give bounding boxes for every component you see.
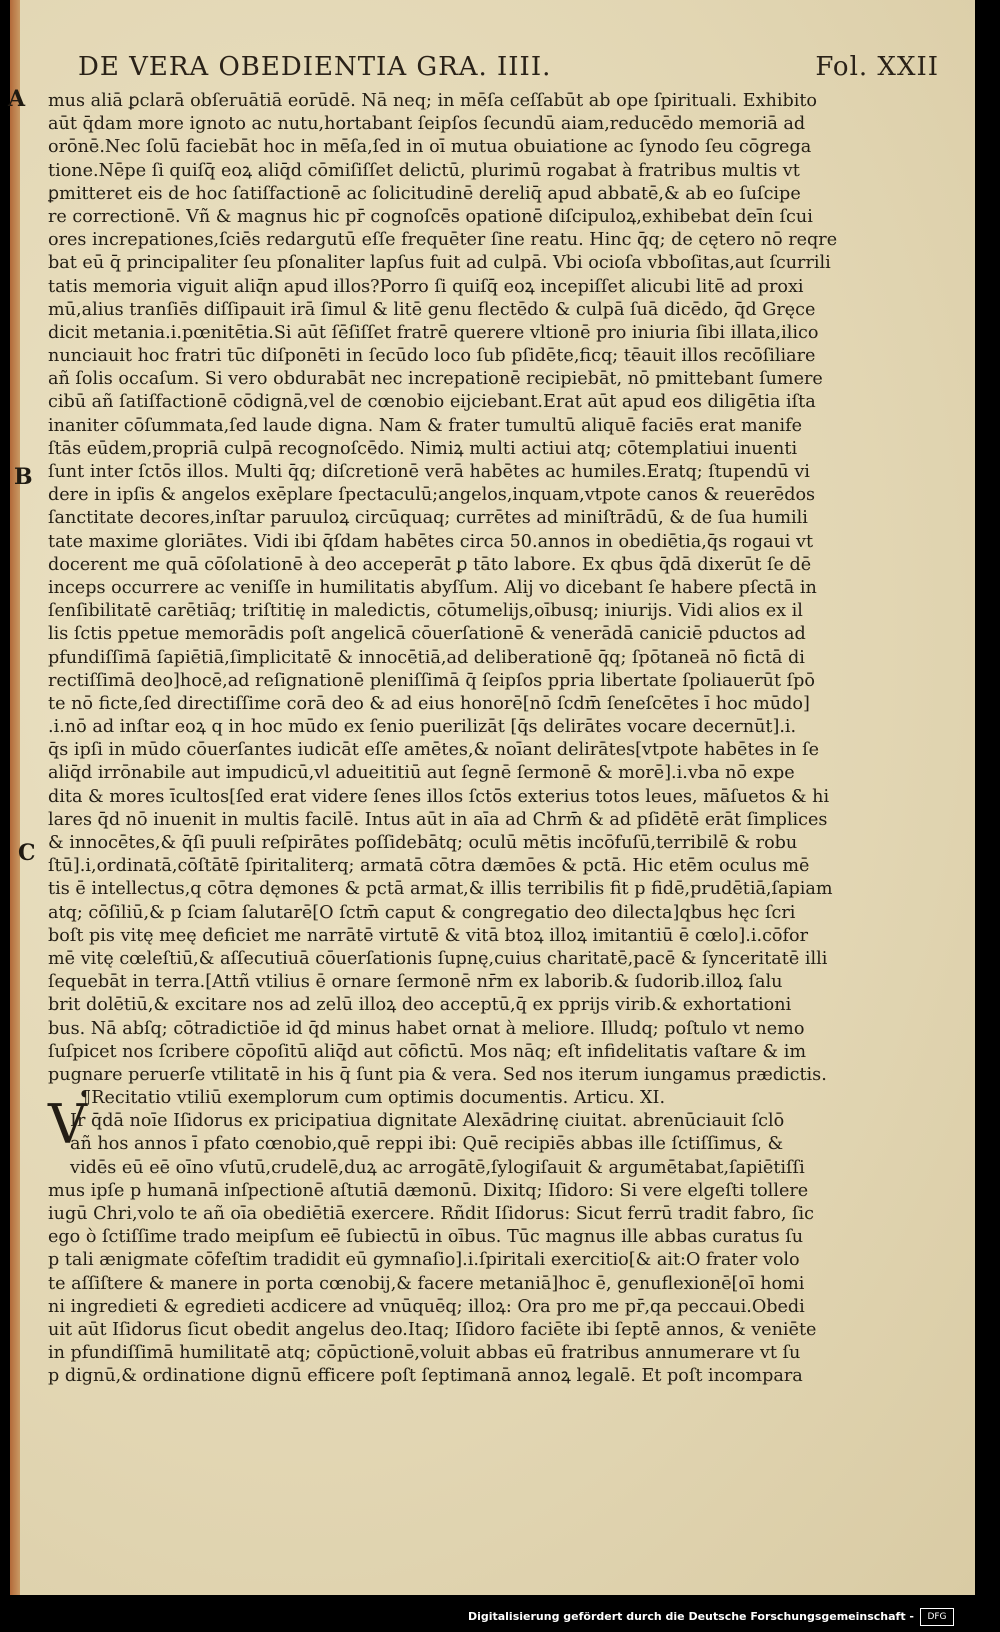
text-line: ſuſpicet nos ſcribere cōpoſitū aliq̄d aut cōfictū. Mos nāq; eſt infidelitatis vaſtare & im bbox=[48, 1041, 807, 1062]
text-line: p tali ænigmate cōfeſtim tradidit eū gymnaſio].i.ſpiritali exercitio[& ait:O frater volo bbox=[48, 1250, 800, 1271]
text-line: in pfundiſſimā humilitatē atq; cōpūctionē,voluit abbas eū fratribus annumerare vt ſu bbox=[48, 1343, 801, 1364]
text-line: cibū añ ſatiſfactionē cōdignā,vel de cœnobio eijciebant.Erat aūt apud eos diligētia iſta bbox=[48, 392, 816, 413]
folio-number: Fol. XXII bbox=[815, 52, 939, 82]
text-line: añ ſolis occaſum. Si vero obdurabāt nec increpationē recipiebāt, nō pmittebant ſumere bbox=[48, 369, 823, 390]
text-line: aūt q̄dam more ignoto ac nutu,hortabant ſeipſos ſecundū aiam,reducēdo memoriā ad bbox=[48, 114, 806, 135]
book-page bbox=[10, 0, 975, 1595]
text-line: ſequebāt in terra.[Attñ vtilius ē ornare ſermonē nr̄m ex laborib.& ſudorib.illoꝝ ſalu bbox=[48, 972, 783, 993]
dfg-logo: DFG bbox=[920, 1608, 954, 1626]
text-line: lares q̄d nō inuenit in multis facilē. Intus aūt in aīa ad Chrm̄ & ad pſidētē erāt ſimplices bbox=[48, 809, 828, 830]
text-line: aliq̄d irrōnabile aut impudicū,vl adueititiū aut ſegnē ſermonē & morē].i.vba nō expe bbox=[48, 763, 795, 784]
text-line: p dignū,& ordinatione dignū efficere poſt ſeptimanā annoꝝ legalē. Et poſt incompara bbox=[48, 1366, 803, 1387]
page-edge bbox=[10, 0, 20, 1595]
text-line: ¶Recitatio vtiliū exemplorum cum optimis documentis. Articu. XI. bbox=[80, 1088, 666, 1109]
text-line: uit aūt Iſidorus ſicut obedit angelus deo.Itaq; Iſidoro faciēte ibi ſeptē annos, & veniēte bbox=[48, 1319, 817, 1340]
drop-capital: V bbox=[48, 1093, 87, 1156]
text-line: mus aliā ꝑclarā obſeruātiā eorūdē. Nā neq; in mēſa ceſſabūt ab ope ſpirituali. Exhibito bbox=[48, 91, 818, 111]
text-line: dicit metania.i.pœnitētia.Si aūt ſēſiſſet fratrē querere vltionē pro iniuria ſibi illata,ilico bbox=[48, 322, 819, 343]
text-line: bat eū q̄ principaliter ſeu pſonaliter lapſus fuit ad culpā. Vbi ocioſa vbboſitas,aut ſcurrili bbox=[48, 253, 831, 274]
text-line: & innocētes,& q̄ſi puuli reſpirātes poſſidebātq; oculū mētis incōfuſū,terribilē & robu bbox=[48, 833, 798, 853]
text-line: nunciauit hoc fratri tūc diſponēti in ſecūdo loco ſub pſidēte,ficq; tēauit illos recōſiliare bbox=[48, 346, 816, 367]
running-title: DE VERA OBEDIENTIA GRA. IIII. bbox=[78, 52, 552, 82]
text-line: inaniter cōſummata,ſed laude digna. Nam & frater tumultū aliquē faciēs erat manife bbox=[48, 415, 803, 436]
body-text bbox=[48, 90, 838, 1389]
text-line: dere in ipſis & angelos exēplare ſpectaculū;angelos,inquam,vtpote canos & reuerēdos bbox=[48, 485, 816, 506]
text-line: ſtās eūdem,propriā culpā recognoſcēdo. Nimiꝝ multi actiui atq; cōtemplatiui inuenti bbox=[48, 438, 798, 459]
text-line: ores increpationes,ſciēs redargutū eſſe frequēter ſine reatu. Hinc q̄q; de cętero nō reqre bbox=[48, 230, 838, 251]
text-line: docerent me quā cōſolationē à deo acceperāt ꝑ tāto labore. Ex qbus q̄dā dixerūt ſe dē bbox=[48, 554, 812, 575]
text-line: tate maxime gloriātes. Vidi ibi q̄ſdam habētes circa 50.annos in obediētia,q̄s rogaui vt bbox=[48, 531, 814, 552]
text-line: ni ingredieti & egredieti acdicere ad vnūquēq; illoꝝ: Ora pro me pr̄,qa peccaui.Obedi bbox=[48, 1296, 805, 1317]
text-line: Ir q̄dā noīe Iſidorus ex pricipatiua dignitate Alexādrinę ciuitat. abrenūciauit ſclō bbox=[70, 1111, 785, 1132]
text-line: lis ſctis ppetue memorādis poſt angelicā cōuerſationē & venerādā caniciē pductos ad bbox=[48, 624, 806, 645]
text-line: tis ē intellectus,q cōtra dęmones & pctā armat,& illis terribilis fit p fidē,prudētiā,ſapiam bbox=[48, 879, 833, 900]
text-line: dita & mores īcultos[ſed erat videre ſenes illos ſctōs exterius totos leues, māſuetos & hi bbox=[48, 786, 830, 807]
margin-letter-b: B bbox=[14, 464, 33, 490]
text-line: rectiſſimā deo]hocē,ad reſignationē pleniſſimā q̄ ſeipſos ppria libertate ſpoliauerūt ſpō bbox=[48, 670, 816, 691]
text-line: vidēs eū eē oīno vſutū,crudelē,duꝝ ac arrogātē,ſylogiſauit & argumētabat,ſapiētiſſi bbox=[70, 1157, 805, 1178]
footer-credit: Digitalisierung gefördert durch die Deutsche Forschungsgemeinschaft - bbox=[467, 1610, 914, 1623]
text-line: tione.Nēpe ſi quiſq̄ eoꝝ aliq̄d cōmiſiſſet delictū, plurimū rogabat à fratribus multis vt bbox=[48, 160, 800, 181]
text-line: mē vitę cœleſtiū,& aſſecutiuā cōuerſationis ſupnę,cuius charitatē,pacē & ſynceritatē illi bbox=[48, 948, 828, 969]
margin-letter-c: C bbox=[18, 840, 36, 866]
text-line: orōnē.Nec ſolū faciebāt hoc in mēſa,ſed in oī mutua obuiatione ac ſynodo ſeu cōgrega bbox=[48, 137, 812, 158]
text-line: q̄s ipſi in mūdo cōuerſantes iudicāt eſſe amētes,& noīant delirātes[vtpote habētes in ſe bbox=[48, 740, 820, 761]
text-line: iugū Chri,volo te añ oīa obediētiā exercere. Rñdit Iſidorus: Sicut ferrū tradit fabro, ſic bbox=[48, 1204, 814, 1224]
text-line: pugnare peruerſe vtilitatē in his q̄ ſunt pia & vera. Sed nos iterum iungamus prædictis. bbox=[48, 1064, 827, 1085]
text-line: ꝑmitteret eis de hoc ſatiſfactionē ac ſolicitudinē dereliq̄ apud abbatē,& ab eo ſuſcipe bbox=[48, 183, 801, 204]
margin-letter-a: A bbox=[8, 86, 26, 112]
text-line: ego ò ſctiſſime trado meipſum eē ſubiectū in oībus. Tūc magnus ille abbas curatus ſu bbox=[48, 1227, 804, 1248]
text-line: brit dolētiū,& excitare nos ad zelū illoꝝ deo acceptū,q̄ ex pprijs virib.& exhortationi bbox=[48, 995, 792, 1016]
text-line: mū,alius tranſiēs diſſipauit irā ſimul & litē genu flectēdo & culpā ſuā dicēdo, q̄d Gręce bbox=[48, 299, 816, 320]
text-line: atq; cōſiliū,& p ſciam ſalutarē[O ſctm̄ caput & congregatio deo dilecta]qbus hęc ſcri bbox=[48, 902, 796, 923]
digitization-footer bbox=[0, 1600, 1000, 1632]
text-line: boſt pis vitę meę deficiet me narrātē virtutē & vitā btoꝝ illoꝝ imitantiū ē cœlo].i.cōfor bbox=[48, 925, 809, 946]
text-line: .i.nō ad inſtar eoꝝ q in hoc mūdo ex ſenio puerilizāt [q̄s delirātes vocare decernūt].i. bbox=[48, 717, 797, 738]
text-line: pfundiſſimā ſapiētiā,ſimplicitatē & innocētiā,ad deliberationē q̄q; ſpōtaneā nō fictā di bbox=[48, 647, 805, 668]
text-line: ſunt inter ſctōs illos. Multi q̄q; diſcretionē verā habētes ac humiles.Eratq; ſtupendū vi bbox=[48, 462, 810, 482]
text-line: añ hos annos ī pfato cœnobio,quē reppi ibi: Quē recipiēs abbas ille ſctiſſimus, & bbox=[70, 1134, 784, 1155]
text-line: re correctionē. Vñ & magnus hic pr̄ cognoſcēs opationē diſcipuloꝝ,exhibebat deīn ſcui bbox=[48, 206, 813, 227]
running-header bbox=[70, 52, 945, 86]
text-line: te aſſiſtere & manere in porta cœnobij,& facere metaniā]hoc ē, genuflexionē[oī homi bbox=[48, 1273, 805, 1294]
text-line: ſanctitate decores,inſtar paruuloꝝ circūquaq; currētes ad miniſtrādū, & de ſua humili bbox=[48, 508, 808, 529]
text-line: tatis memoria viguit aliq̄n apud illos?Porro ſi quiſq̄ eoꝝ incepiſſet alicubi litē ad proxi bbox=[48, 276, 804, 297]
text-line: ſtū].i,ordinatā,cōſtātē ſpiritaliterq; armatā cōtra dæmōes & pctā. Hic etēm oculus mē bbox=[48, 856, 810, 877]
text-line: inceps occurrere ac veniſſe in humilitatis abyſſum. Alij vo dicebant ſe habere pſectā in bbox=[48, 577, 817, 598]
text-line: ſenſibilitatē carētiāq; triſtitię in maledictis, cōtumelijs,oībusq; iniurijs. Vidi alios ex il bbox=[48, 601, 803, 622]
text-line: bus. Nā abſq; cōtradictiōe id q̄d minus habet ornat à meliore. Illudq; poſtulo vt nemo bbox=[48, 1018, 805, 1039]
text-line: te nō ficte,ſed directiſſime corā deo & ad eius honorē[nō ſcdm̄ ſeneſcētes ī hoc mūdo] bbox=[48, 693, 810, 714]
text-line: mus ipſe p humanā inſpectionē aſtutiā dæmonū. Dixitq; Iſidoro: Si vere elgeſti tollere bbox=[48, 1180, 809, 1201]
